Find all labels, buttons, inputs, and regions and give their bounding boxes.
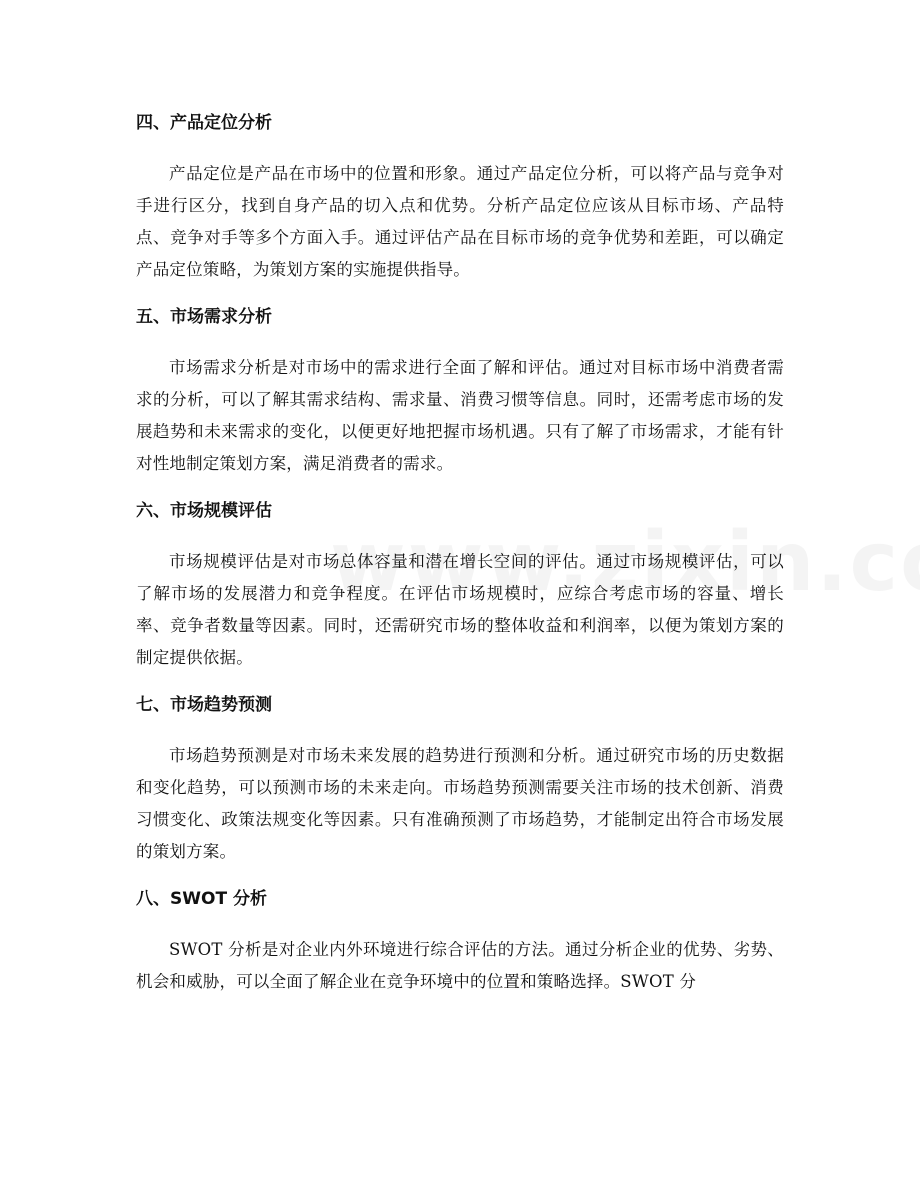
section-market-trend	[136, 688, 784, 868]
section-heading: 八、SWOT 分析	[136, 889, 267, 909]
section-product-positioning	[136, 106, 784, 286]
section-heading: 六、市场规模评估	[136, 501, 272, 521]
document-content	[136, 106, 784, 1012]
section-swot	[136, 882, 784, 998]
section-market-size	[136, 494, 784, 674]
section-paragraph: 产品定位是产品在市场中的位置和形象。通过产品定位分析，可以将产品与竞争对手进行区分，找到自身产品的切入点和优势。分析产品定位应该从目标市场、产品特点、竞争对手等多个方面入手。通过评估产品在目标市场的竞争优势和差距，可以确定产品定位策略，为策划方案的实施提供指导。	[136, 164, 784, 279]
section-paragraph: SWOT 分析是对企业内外环境进行综合评估的方法。通过分析企业的优势、劣势、机会和威胁，可以全面了解企业在竞争环境中的位置和策略选择。SWOT 分	[136, 940, 784, 991]
section-market-demand	[136, 300, 784, 480]
section-paragraph: 市场需求分析是对市场中的需求进行全面了解和评估。通过对目标市场中消费者需求的分析，可以了解其需求结构、需求量、消费习惯等信息。同时，还需考虑市场的发展趋势和未来需求的变化，以便更好地把握市场机遇。只有了解了市场需求，才能有针对性地制定策划方案，满足消费者的需求。	[136, 358, 784, 473]
section-paragraph: 市场规模评估是对市场总体容量和潜在增长空间的评估。通过市场规模评估，可以了解市场的发展潜力和竞争程度。在评估市场规模时，应综合考虑市场的容量、增长率、竞争者数量等因素。同时，还需研究市场的整体收益和利润率，以便为策划方案的制定提供依据。	[136, 552, 784, 667]
section-heading: 七、市场趋势预测	[136, 695, 272, 715]
section-heading: 四、产品定位分析	[136, 113, 272, 133]
section-paragraph: 市场趋势预测是对市场未来发展的趋势进行预测和分析。通过研究市场的历史数据和变化趋势，可以预测市场的未来走向。市场趋势预测需要关注市场的技术创新、消费习惯变化、政策法规变化等因素。只有准确预测了市场趋势，才能制定出符合市场发展的策划方案。	[136, 746, 784, 861]
section-heading: 五、市场需求分析	[136, 307, 272, 327]
